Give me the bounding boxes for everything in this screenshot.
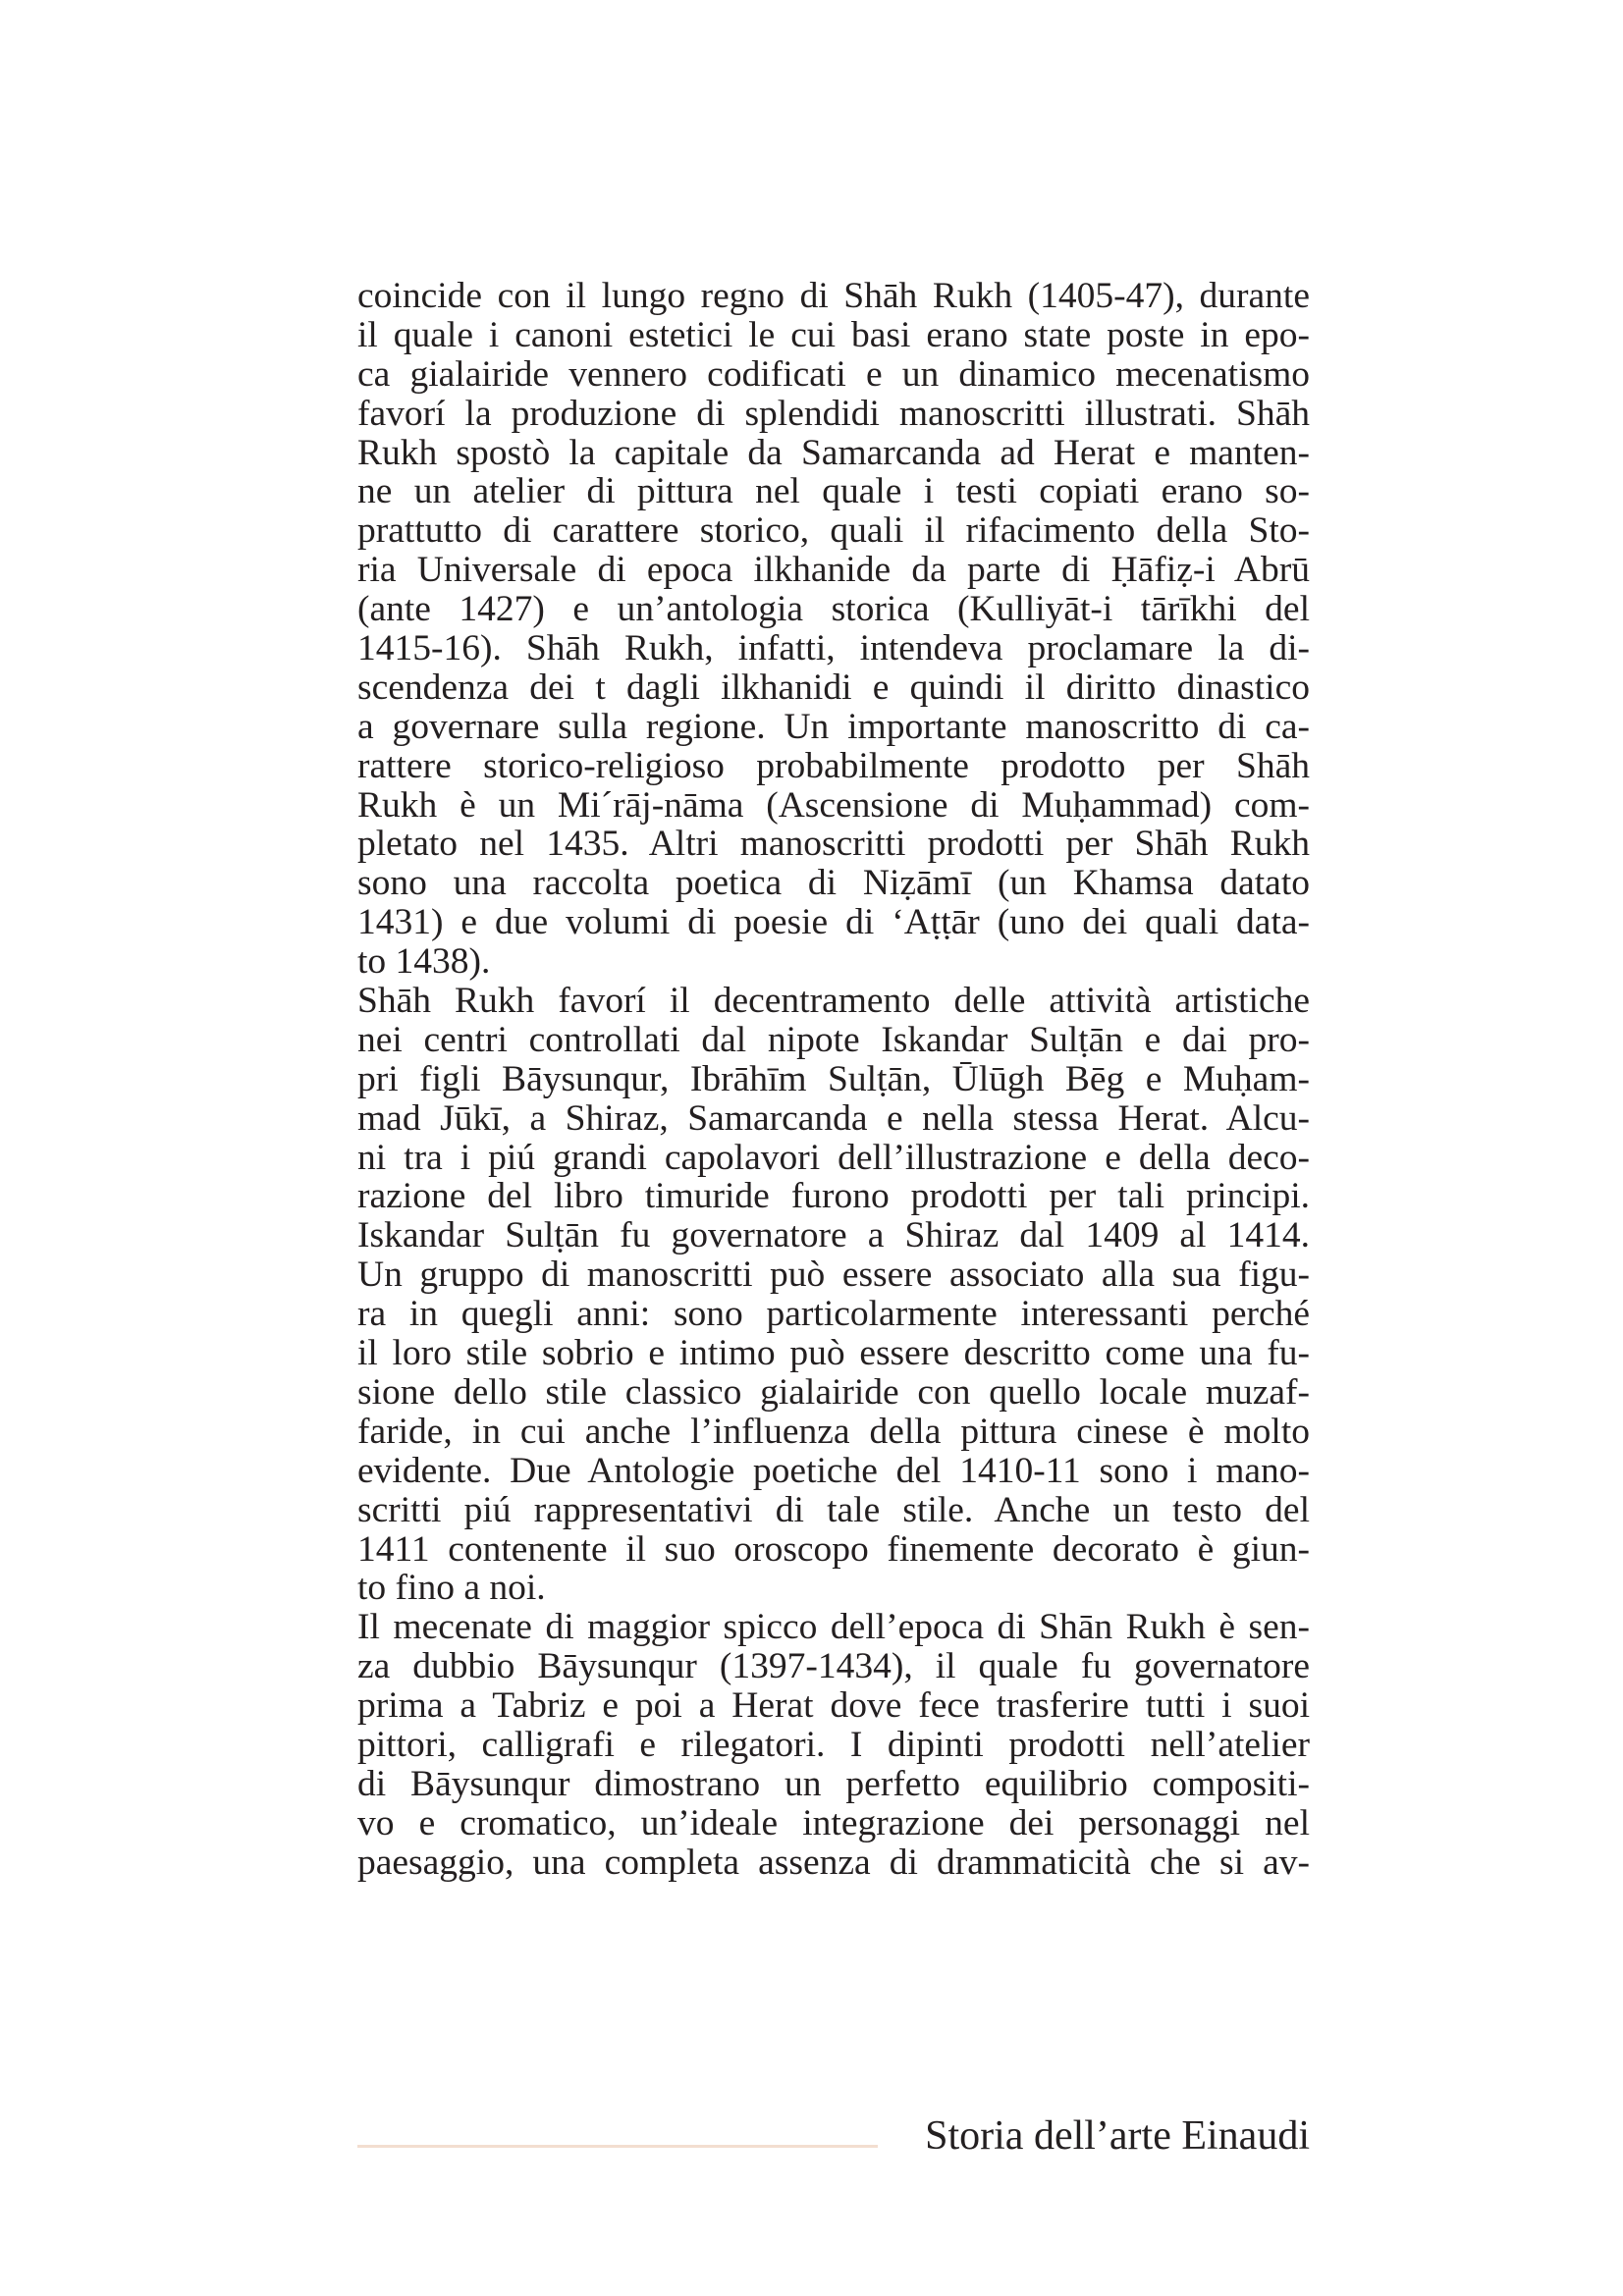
body-text: [357, 277, 1310, 1883]
text-line: prattutto di carattere storico, quali il rifacimento della Sto-: [357, 510, 1310, 552]
text-line: ra in quegli anni: sono particolarmente interessanti perché: [357, 1294, 1310, 1335]
text-line: scendenza dei t dagli ilkhanidi e quindi il diritto dinastico: [357, 667, 1310, 708]
text-line: pittori, calligrafi e rilegatori. I dipinti prodotti nell’atelier: [357, 1724, 1310, 1765]
text-line: paesaggio, una completa assenza di drammaticità che si av-: [357, 1842, 1310, 1883]
text-line: pletato nel 1435. Altri manoscritti prodotti per Shāh Rukh: [357, 824, 1310, 865]
text-line: coincide con il lungo regno di Shāh Rukh (1405-47), durante: [357, 276, 1310, 316]
text-line: prima a Tabriz e poi a Herat dove fece trasferire tutti i suoi: [357, 1685, 1310, 1727]
text-line: 1431) e due volumi di poesie di ‘Aṭṭār (uno dei quali data-: [357, 902, 1310, 943]
text-line: pri figli Bāysunqur, Ibrāhīm Sulṭān, Ūlūgh Bēg e Muḥam-: [357, 1058, 1310, 1099]
text-line: scritti piú rappresentativi di tale stile. Anche un testo del: [357, 1489, 1310, 1530]
text-line: za dubbio Bāysunqur (1397-1434), il quale fu governatore: [357, 1646, 1310, 1687]
text-line: il quale i canoni estetici le cui basi erano state poste in epo-: [357, 314, 1310, 355]
text-line: ne un atelier di pittura nel quale i testi copiati erano so-: [357, 471, 1310, 512]
text-line: faride, in cui anche l’influenza della pittura cinese è molto: [357, 1411, 1310, 1452]
text-line: Iskandar Sulṭān fu governatore a Shiraz dal 1409 al 1414.: [357, 1215, 1310, 1256]
text-line: to fino a noi.: [357, 1568, 546, 1609]
footer-rule: [357, 2145, 878, 2148]
text-line: mad Jūkī, a Shiraz, Samarcanda e nella stessa Herat. Alcu-: [357, 1097, 1310, 1139]
text-line: to 1438).: [357, 941, 491, 983]
text-line: a governare sulla regione. Un importante manoscritto di ca-: [357, 706, 1310, 747]
text-line: Il mecenate di maggior spicco dell’epoca di Shān Rukh è sen-: [357, 1607, 1310, 1648]
text-line: Un gruppo di manoscritti può essere associato alla sua figu-: [357, 1255, 1310, 1296]
footer-title: Storia dell’arte Einaudi: [925, 2113, 1310, 2159]
text-line: sione dello stile classico gialairide con quello locale muzaf-: [357, 1371, 1310, 1413]
text-line: sono una raccolta poetica di Niẓāmī (un Khamsa datato: [357, 863, 1310, 904]
text-line: favorí la produzione di splendidi manoscritti illustrati. Shāh: [357, 393, 1310, 434]
text-line: ca gialairide vennero codificati e un dinamico mecenatismo: [357, 353, 1310, 395]
text-line: nei centri controllati dal nipote Iskandar Sulṭān e dai pro-: [357, 1019, 1310, 1060]
text-line: Rukh spostò la capitale da Samarcanda ad Herat e manten-: [357, 432, 1310, 473]
text-line: 1415-16). Shāh Rukh, infatti, intendeva proclamare la di-: [357, 628, 1310, 669]
text-line: 1411 contenente il suo oroscopo finemente decorato è giun-: [357, 1528, 1310, 1570]
text-line: (ante 1427) e un’antologia storica (Kulliyāt-i tārīkhi del: [357, 589, 1310, 630]
text-line: ni tra i piú grandi capolavori dell’illustrazione e della deco-: [357, 1137, 1310, 1178]
text-line: di Bāysunqur dimostrano un perfetto equilibrio compositi-: [357, 1763, 1310, 1804]
text-line: rattere storico-religioso probabilmente prodotto per Shāh: [357, 745, 1310, 786]
text-line: il loro stile sobrio e intimo può essere descritto come una fu-: [357, 1333, 1310, 1374]
text-line: vo e cromatico, un’ideale integrazione dei personaggi nel: [357, 1802, 1310, 1843]
text-line: Rukh è un Mi´rāj-nāma (Ascensione di Muḥammad) com-: [357, 784, 1310, 826]
text-line: Shāh Rukh favorí il decentramento delle attività artistiche: [357, 981, 1310, 1022]
text-line: ria Universale di epoca ilkhanide da parte di Ḥāfiẓ-i Abrū: [357, 550, 1310, 591]
text-line: razione del libro timuride furono prodotti per tali principi.: [357, 1176, 1310, 1217]
text-line: evidente. Due Antologie poetiche del 1410-11 sono i mano-: [357, 1450, 1310, 1491]
